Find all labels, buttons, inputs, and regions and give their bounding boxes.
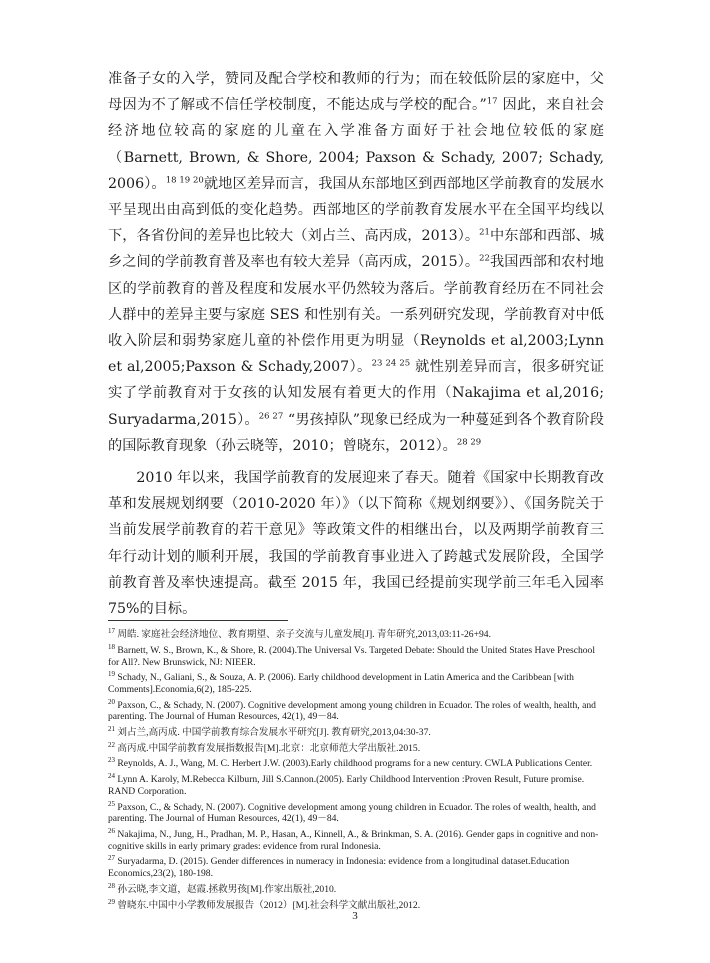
- footnote: [108, 826, 604, 852]
- footnote-text: Suryadarma, D. (2015). Gender differences in numeracy in Indonesia: evidence from a longitudinal dataset.Education Economics,23(2), 180-198.: [108, 856, 570, 880]
- footnote-text: Schady, N., Galiani, S., & Souza, A. P. (2006). Early childhood development in Latin America and the Caribbean [with Comments].Economia,6(2), 185-225.: [108, 672, 574, 695]
- footnote: [108, 881, 604, 896]
- footnote-number: 27: [108, 854, 115, 863]
- footnote: [108, 755, 604, 770]
- text-run: “男孩掉队”现象已经成为一种蔓延到各个教育阶段的国际教育现象（孙云晓等，2010；曾晓东，2012）。: [108, 411, 604, 454]
- footnote: [108, 853, 604, 879]
- footnote-reference: 21: [479, 227, 490, 238]
- text-run: 我国西部和农村地区的学前教育的普及程度和发展水平仍然较为落后。学前教育经历在不同社会人群中的差异主要与家庭 SES 和性别有关。一系列研究发现，学前教育对中低收入阶层和弱势家庭儿童的补偿作用更为明显（Reynolds et al,2003;Lynn et al,2005;Paxson & Schady,2007）。: [108, 254, 604, 376]
- footnote-text: Lynn A. Karoly, M.Rebecca Kilburn, Jill S.Cannon.(2005). Early Childhood Intervention :Proven Result, Future promise. RAND Corporation.: [108, 774, 585, 798]
- body-paragraph: [108, 465, 604, 622]
- footnote-reference: 26 27: [258, 410, 284, 421]
- footnote-number: 25: [108, 799, 115, 808]
- footnote-text: 孙云晓,李文道，赵霞.拯救男孩[M].作家出版社,2010.: [115, 883, 337, 895]
- footnote-reference: 22: [479, 253, 490, 264]
- footnote: [108, 799, 604, 825]
- footnote-text: Barnett, W. S., Brown, K., & Shore, R. (2004).The Universal Vs. Targeted Debate: Should the United States Have Preschool for All?. New Brunswick, NJ: NIEER.: [108, 644, 596, 668]
- page-number: 3: [352, 910, 358, 922]
- footnote-number: 21: [108, 724, 115, 733]
- footnote: [108, 642, 604, 668]
- body-text: [108, 66, 604, 622]
- footnote-text: 曾晓东.中国中小学教师发展报告（2012）[M].社会科学文献出版社,2012.: [115, 899, 421, 911]
- footnote-number: 18: [108, 642, 115, 651]
- footnote-number: 29: [108, 897, 115, 906]
- footnote-number: 23: [108, 756, 115, 765]
- footnote: [108, 669, 604, 695]
- footnote: [108, 771, 604, 797]
- footnote-number: 20: [108, 697, 115, 706]
- footnote-text: 周皓. 家庭社会经济地位、教育期望、亲子交流与儿童发展[J]. 青年研究,2013,03:11-26+94.: [115, 629, 492, 641]
- footnote-reference: 28 29: [456, 437, 482, 448]
- footnote-number: 17: [108, 627, 115, 635]
- footnote-reference: 18 19 20: [165, 175, 204, 186]
- footnote-separator: [108, 620, 288, 621]
- footnote-reference: 17: [486, 96, 498, 107]
- footnote-number: 26: [108, 827, 115, 835]
- footnotes: [108, 626, 604, 912]
- footnote-text: 高丙成.中国学前教育发展指数报告[M].北京：北京师范大学出版社.2015.: [115, 742, 421, 754]
- footnote-reference: 23 24 25: [371, 358, 411, 369]
- footnote-number: 22: [108, 740, 115, 749]
- footnote-text: Nakajima, N., Jung, H., Pradhan, M. P., Hasan, A., Kinnell, A., & Brinkman, S. A. (2016). Gender gaps in cognitive and non-cognitive skills in early primary grades: evidence from rural Indonesia.: [108, 829, 599, 852]
- footnote-text: Paxson, C., & Schady, N. (2007). Cognitive development among young children in Ecuador. The roles of wealth, health, and parenting. The Journal of Human Resources, 42(1), 49－84.: [108, 699, 596, 723]
- text-run: 因此，来自社会经济地位较高的家庭的儿童在入学准备方面好于社会地位较低的家庭（Barnett, Brown, & Shore, 2004; Paxson & Schady, 2007; Schady, 2006）。: [108, 97, 604, 192]
- footnote: [108, 626, 604, 641]
- footnote-number: 24: [108, 772, 115, 781]
- text-run: 准备子女的入学，赞同及配合学校和教师的行为；而在较低阶层的家庭中，父母因为不了解或不信任学校制度，不能达成与学校的配合。”: [108, 71, 604, 114]
- footnote: [108, 740, 604, 755]
- footnote: [108, 697, 604, 723]
- footnote-text: Paxson, C., & Schady, N. (2007). Cognitive development among young children in Ecuador. The roles of wealth, health, and parenting. The Journal of Human Resources, 42(1), 49－84.: [108, 801, 596, 825]
- footnote-text: 刘占兰,高丙成. 中国学前教育综合发展水平研究[J]. 教育研究,2013,04:30-37.: [115, 727, 431, 739]
- text-run: 就性别差异而言，很多研究证实了学前教育对于女孩的认知发展有着更大的作用（Nakajima et al,2016; Suryadarma,2015）。: [108, 359, 605, 428]
- footnote-number: 28: [108, 881, 115, 890]
- footnote-text: Reynolds, A. J., Wang, M. C. Herbert J.W. (2003).Early childhood programs for a new century. CWLA Publications Center.: [115, 758, 593, 770]
- body-paragraph: [108, 66, 604, 459]
- text-run: 就地区差异而言，我国从东部地区到西部地区学前教育的发展水平呈现出由高到低的变化趋势。西部地区的学前教育发展水平在全国平均线以下，各省份间的差异也比较大（刘占兰、高丙成，2013）。: [108, 175, 604, 245]
- footnote-number: 19: [108, 670, 115, 679]
- text-run: 中东部和西部、城乡之间的学前教育普及率也有较大差异（高丙成，2015）。: [108, 228, 604, 271]
- text-run: 2010 年以来，我国学前教育的发展迎来了春天。随着《国家中长期教育改革和发展规划纲要（2010-2020 年）》（以下简称《规划纲要》）、《国务院关于当前发展学前教育的若干意见》等政策文件的相继出台，以及两期学前教育三年行动计划的顺利开展，我国的学前教育事业进入了跨越式发展阶段，全国学前教育普及率快速提高。截至 2015 年，我国已经提前实现学前三年毛入园率 75%的目标。: [108, 470, 604, 618]
- footnote: [108, 724, 604, 739]
